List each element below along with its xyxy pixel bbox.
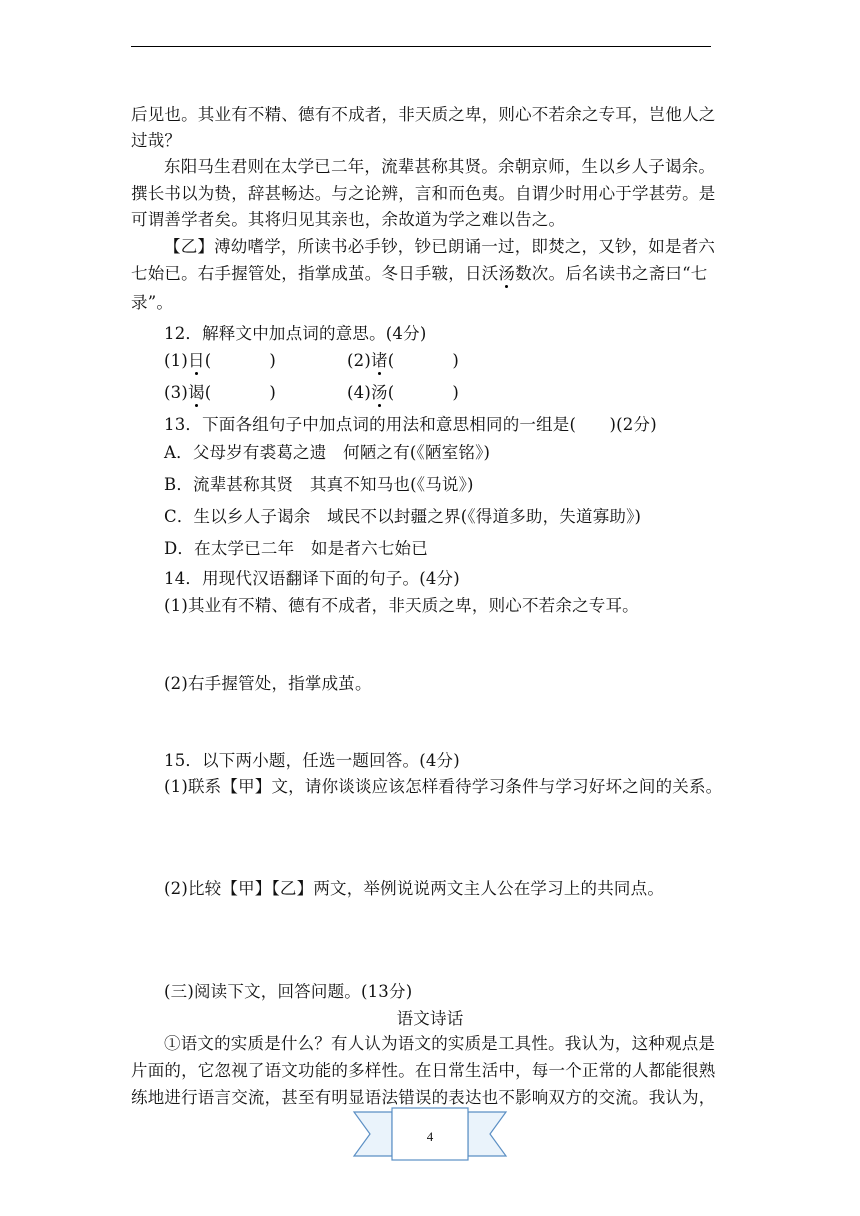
passage-line: 【乙】溥幼嗜学，所读书必手钞，钞已朗诵一过，即焚之，又钞，如是者六 xyxy=(164,237,716,256)
question-12-row: (2)诸( ) xyxy=(347,351,459,370)
question-12-row: (1)日( ) xyxy=(164,351,276,370)
option-d: D．在太学已二年 如是者六七始已 xyxy=(164,539,428,558)
page-number: 4 xyxy=(426,1129,434,1144)
question-13-stem: 13．下面各组句子中加点词的用法和意思相同的一组是( )(2分) xyxy=(164,415,657,434)
section-3-heading: (三)阅读下文，回答问题。(13分) xyxy=(164,982,413,1001)
header-rule xyxy=(131,46,711,47)
passage-line: 过哉？ xyxy=(131,131,182,150)
passage-line: 七始已。右手握管处，指掌成茧。冬日手皲，日沃汤数次。后名读书之斋曰“七 xyxy=(131,264,708,283)
question-12-row: (4)汤( ) xyxy=(347,383,459,402)
q12-item-1: (1)日( xyxy=(164,351,212,370)
article-line: 练地进行语言交流，甚至有明显语法错误的表达也不影响双方的交流。我认为， xyxy=(131,1088,716,1107)
question-12-stem: 12．解释文中加点词的意思。(4分) xyxy=(164,324,427,343)
option-a: A．父母岁有裘葛之遗 何陋之有(《陋室铭》) xyxy=(164,443,491,462)
question-15-stem: 15．以下两小题，任选一题回答。(4分) xyxy=(164,751,460,770)
passage-line: 录”。 xyxy=(131,293,174,312)
q12-item-2: (2)诸( xyxy=(347,351,395,370)
passage-line: 撰长书以为贽，辞甚畅达。与之论辨，言和而色夷。自谓少时用心于学甚劳。是 xyxy=(131,184,716,203)
q14-sentence-2: (2)右手握管处，指掌成茧。 xyxy=(164,674,372,693)
option-c: C．生以乡人子谒余 域民不以封疆之界(《得道多助，失道寡助》) xyxy=(164,507,642,526)
passage-line: 东阳马生君则在太学已二年，流辈甚称其贤。余朝京师，生以乡人子谒余。 xyxy=(164,157,716,176)
option-b: B．流辈甚称其贤 其真不知马也(《马说》) xyxy=(164,475,474,494)
q12-item-3: (3)谒( xyxy=(164,383,212,402)
question-12-row: (3)谒( ) xyxy=(164,383,276,402)
q15-sub-2: (2)比较【甲】【乙】两文，举例说说两文主人公在学习上的共同点。 xyxy=(164,879,665,898)
q12-item-4: (4)汤( xyxy=(347,383,395,402)
article-line: ①语文的实质是什么？有人认为语文的实质是工具性。我认为，这种观点是 xyxy=(164,1034,716,1053)
question-14-stem: 14．用现代汉语翻译下面的句子。(4分) xyxy=(164,569,460,588)
article-title: 语文诗话 xyxy=(396,1009,464,1028)
passage-line: 后见也。其业有不精、德有不成者，非天质之卑，则心不若余之专耳，岂他人之 xyxy=(131,105,716,124)
article-line: 片面的，它忽视了语文功能的多样性。在日常生活中，每一个正常的人都能很熟 xyxy=(131,1061,716,1080)
q14-sentence-1: (1)其业有不精、德有不成者，非天质之卑，则心不若余之专耳。 xyxy=(164,596,639,615)
passage-line: 可谓善学者矣。其将归见其亲也，余故道为学之难以告之。 xyxy=(131,210,566,229)
q15-sub-1: (1)联系【甲】文，请你谈谈应该怎样看待学习条件与学习好坏之间的关系。 xyxy=(164,777,723,796)
